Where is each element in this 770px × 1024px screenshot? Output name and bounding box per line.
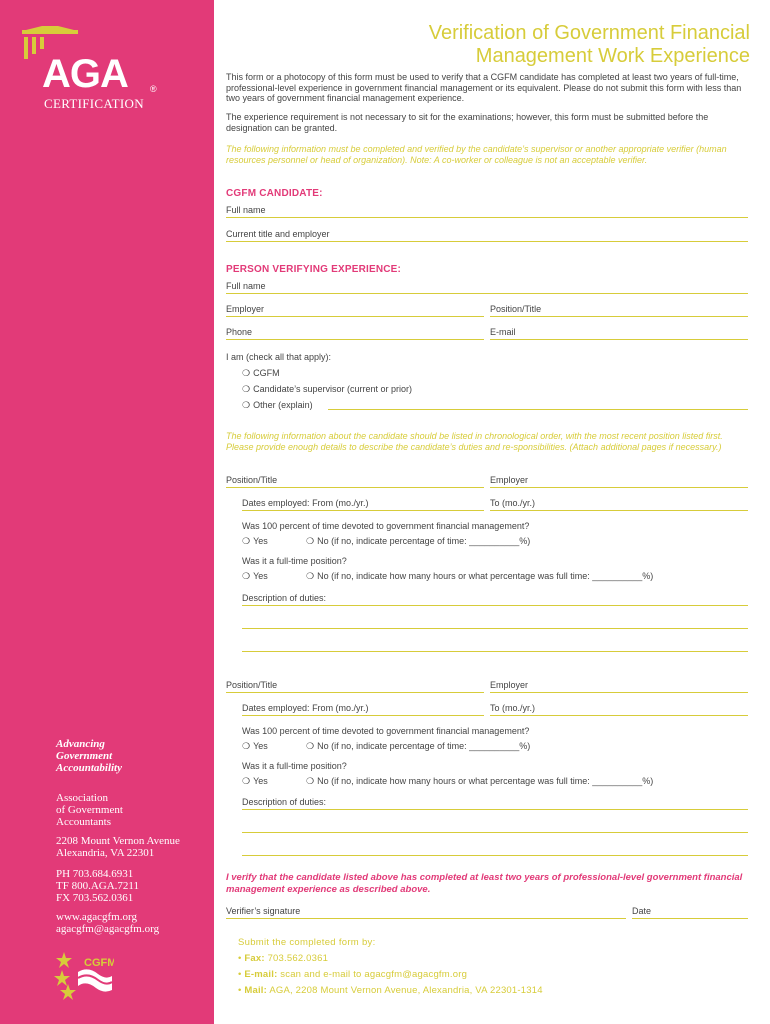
- svg-text:CGFM: CGFM: [84, 957, 114, 969]
- cgfm-logo: [54, 950, 114, 1000]
- position-1-title-field[interactable]: Position/Title: [226, 474, 484, 488]
- circle-checkbox-icon: ❍: [242, 776, 251, 786]
- logo-registered-mark: ®: [150, 84, 157, 94]
- page-title: Verification of Government Financial Management Work Experience: [428, 22, 750, 67]
- submit-mail: • Mail: AGA, 2208 Mount Vernon Avenue, Alexandria, VA 22301-1314: [238, 985, 543, 996]
- verifier-heading: PERSON VERIFYING EXPERIENCE:: [226, 264, 402, 275]
- circle-checkbox-icon: ❍: [242, 741, 251, 751]
- position-2-duties-line-2[interactable]: [242, 832, 748, 833]
- position-1-to-field[interactable]: To (mo./yr.): [490, 497, 748, 511]
- email-link[interactable]: agacgfm@agacgfm.org: [56, 923, 160, 935]
- logo-certification-text: CERTIFICATION: [44, 96, 144, 111]
- position-2-fulltime-question: Was it a full-time position?: [242, 761, 347, 771]
- checkbox-cgfm[interactable]: ❍ CGFM: [242, 368, 280, 378]
- position-2-from-field[interactable]: Dates employed: From (mo./yr.): [242, 702, 484, 716]
- verifier-employer-field[interactable]: Employer: [226, 303, 484, 317]
- position-2-percent-question: Was 100 percent of time devoted to government financial management?: [242, 726, 530, 736]
- circle-checkbox-icon: ❍: [242, 571, 251, 581]
- verification-statement: I verify that the candidate listed above has completed at least two years of professional-level government financial management experience as described above.: [226, 872, 743, 895]
- position-2-duties-field[interactable]: Description of duties:: [242, 796, 748, 810]
- position-2-duties-line-3[interactable]: [242, 855, 748, 856]
- position-2-percent-no[interactable]: ❍ No (if no, indicate percentage of time: __________%): [306, 741, 531, 751]
- signature-date-field[interactable]: Date: [632, 905, 748, 919]
- candidate-title-employer-field[interactable]: Current title and employer: [226, 228, 748, 242]
- intro-paragraph-1: This form or a photocopy of this form must be used to verify that a CGFM candidate has completed at least two years of full-time, professional-level experience in government financial management or its equivalent. Please do not submit this form with less than two years of government financial management experience.: [226, 72, 742, 103]
- circle-checkbox-icon: ❍: [306, 571, 315, 581]
- phone-numbers: PH 703.684.6931 TF 800.AGA.7211 FX 703.562.0361: [56, 868, 140, 904]
- website-link[interactable]: www.agacgfm.org: [56, 911, 137, 923]
- position-2-to-field[interactable]: To (mo./yr.): [490, 702, 748, 716]
- other-explain-line[interactable]: [328, 409, 748, 410]
- position-1-duties-field[interactable]: Description of duties:: [242, 592, 748, 606]
- position-1-employer-field[interactable]: Employer: [490, 474, 748, 488]
- position-1-duties-line-2[interactable]: [242, 628, 748, 629]
- circle-checkbox-icon: ❍: [306, 776, 315, 786]
- position-2-employer-field[interactable]: Employer: [490, 679, 748, 693]
- web-contact: [56, 911, 159, 935]
- position-2-title-field[interactable]: Position/Title: [226, 679, 484, 693]
- sidebar: [0, 0, 214, 1024]
- circle-checkbox-icon: ❍: [242, 368, 251, 378]
- position-2-percent-yes[interactable]: ❍ Yes: [242, 741, 268, 751]
- circle-checkbox-icon: ❍: [306, 741, 315, 751]
- address: 2208 Mount Vernon Avenue Alexandria, VA 22301: [56, 835, 180, 859]
- submit-email: • E-mail: scan and e-mail to agacgfm@agacgfm.org: [238, 969, 468, 980]
- candidate-full-name-field[interactable]: Full name: [226, 204, 748, 218]
- checkbox-other[interactable]: ❍ Other (explain): [242, 400, 313, 410]
- position-1-fulltime-no[interactable]: ❍ No (if no, indicate how many hours or what percentage was full time: __________%): [306, 571, 654, 581]
- circle-checkbox-icon: ❍: [242, 400, 251, 410]
- circle-checkbox-icon: ❍: [242, 536, 251, 546]
- position-1-percent-no[interactable]: ❍ No (if no, indicate percentage of time: __________%): [306, 536, 531, 546]
- checkbox-supervisor[interactable]: ❍ Candidate’s supervisor (current or prior): [242, 384, 412, 394]
- submit-fax: • Fax: 703.562.0361: [238, 953, 329, 964]
- position-1-fulltime-yes[interactable]: ❍ Yes: [242, 571, 268, 581]
- candidate-heading: CGFM CANDIDATE:: [226, 188, 323, 199]
- association-name: Association of Government Accountants: [56, 792, 123, 828]
- position-2-fulltime-yes[interactable]: ❍ Yes: [242, 776, 268, 786]
- verifier-note: The following information must be completed and verified by the candidate’s supervisor or another appropriate verifier (human resources personnel or head of organization). Note: A co-worker or colleague is not an acceptable verifier.: [226, 144, 727, 165]
- position-1-duties-line-3[interactable]: [242, 651, 748, 652]
- position-1-percent-question: Was 100 percent of time devoted to government financial management?: [242, 521, 530, 531]
- verifier-position-field[interactable]: Position/Title: [490, 303, 748, 317]
- position-1-fulltime-question: Was it a full-time position?: [242, 556, 347, 566]
- submit-heading: Submit the completed form by:: [238, 937, 376, 948]
- verifier-phone-field[interactable]: Phone: [226, 326, 484, 340]
- tagline: Advancing Government Accountability: [56, 738, 122, 774]
- verifier-email-field[interactable]: E-mail: [490, 326, 748, 340]
- history-note: The following information about the candidate should be listed in chronological order, with the most recent position listed first. Please provide enough details to describe the candidate’s duties and re-sponsibilities. (Attach additional pages if necessary.): [226, 431, 723, 452]
- aga-certification-logo: [18, 26, 168, 116]
- verifier-full-name-field[interactable]: Full name: [226, 280, 748, 294]
- position-2-fulltime-no[interactable]: ❍ No (if no, indicate how many hours or what percentage was full time: __________%): [306, 776, 654, 786]
- circle-checkbox-icon: ❍: [242, 384, 251, 394]
- logo-aga-text: AGA: [42, 52, 128, 96]
- cgfm-stars-flag-icon: [54, 950, 114, 1000]
- circle-checkbox-icon: ❍: [306, 536, 315, 546]
- i-am-label: I am (check all that apply):: [226, 352, 332, 362]
- position-1-percent-yes[interactable]: ❍ Yes: [242, 536, 268, 546]
- verifier-signature-field[interactable]: Verifier’s signature: [226, 905, 626, 919]
- position-1-from-field[interactable]: Dates employed: From (mo./yr.): [242, 497, 484, 511]
- intro-paragraph-2: The experience requirement is not necessary to sit for the examinations; however, this form must be submitted before the designation can be granted.: [226, 112, 709, 133]
